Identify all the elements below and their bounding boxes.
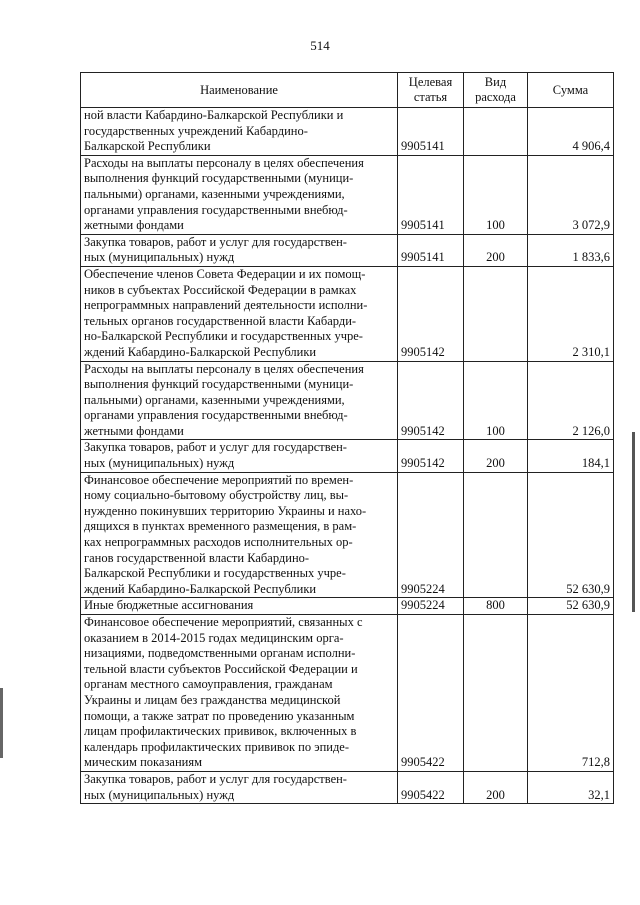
table-row — [81, 361, 614, 440]
cell-target-article: 9905141 — [398, 155, 464, 234]
cell-target-article: 9905422 — [398, 771, 464, 803]
cell-sum: 712,8 — [528, 615, 614, 772]
header-expense-type: Вид расхода — [464, 73, 528, 108]
cell-name: ной власти Кабардино-Балкарской Республики и государственных учреждений Кабардино- Балкарской Республики — [81, 108, 398, 156]
cell-target-article: 9905224 — [398, 598, 464, 615]
cell-sum: 2 310,1 — [528, 266, 614, 361]
cell-name: Расходы на выплаты персоналу в целях обеспечения выполнения функций государственными (муници- пальными) органами, казенными учреждениями, органами управления государственными внебюд- жетными фондами — [81, 361, 398, 440]
cell-sum: 3 072,9 — [528, 155, 614, 234]
cell-sum: 32,1 — [528, 771, 614, 803]
cell-expense-type — [464, 615, 528, 772]
cell-sum: 1 833,6 — [528, 234, 614, 266]
table-row — [81, 472, 614, 598]
cell-expense-type: 200 — [464, 234, 528, 266]
cell-sum: 52 630,9 — [528, 598, 614, 615]
table-row — [81, 234, 614, 266]
cell-target-article: 9905142 — [398, 266, 464, 361]
table-header — [81, 73, 614, 108]
cell-expense-type: 100 — [464, 155, 528, 234]
cell-expense-type: 200 — [464, 771, 528, 803]
cell-expense-type — [464, 108, 528, 156]
cell-target-article: 9905142 — [398, 361, 464, 440]
page-number: 514 — [310, 38, 330, 53]
cell-target-article: 9905141 — [398, 108, 464, 156]
header-target-article: Целевая статья — [398, 73, 464, 108]
cell-expense-type — [464, 472, 528, 598]
cell-sum: 184,1 — [528, 440, 614, 472]
cell-name: Финансовое обеспечение мероприятий, связанных с оказанием в 2014-2015 годах медицинским орга- низациями, подведомственными органам исполни- тельной власти субъектов Российской Федерации и органам местного самоуправления, гражданам Украины и лицам без гражданства медицинской помощи, а также затрат по проведению указанным лицам профилактических прививок, включенных в календарь профилактических прививок по эпиде- мическим показаниям — [81, 615, 398, 772]
cell-sum: 4 906,4 — [528, 108, 614, 156]
cell-sum: 2 126,0 — [528, 361, 614, 440]
cell-expense-type: 100 — [464, 361, 528, 440]
header-sum: Сумма — [528, 73, 614, 108]
scan-edge-mark-left — [0, 688, 3, 758]
cell-expense-type — [464, 266, 528, 361]
table-body — [81, 108, 614, 804]
cell-expense-type: 800 — [464, 598, 528, 615]
cell-name: Закупка товаров, работ и услуг для государствен- ных (муниципальных) нужд — [81, 771, 398, 803]
cell-name: Иные бюджетные ассигнования — [81, 598, 398, 615]
table-row — [81, 615, 614, 772]
cell-expense-type: 200 — [464, 440, 528, 472]
cell-name: Обеспечение членов Совета Федерации и их помощ- ников в субъектах Российской Федерации в рамках непрограммных направлений деятельности исполни- тельных органов государственной власти Кабарди- но-Балкарской Республики и государственных учре- ждений Кабардино-Балкарской Республики — [81, 266, 398, 361]
cell-name: Расходы на выплаты персоналу в целях обеспечения выполнения функций государственными (муници- пальными) органами, казенными учреждениями, органами управления государственными внебюд- жетными фондами — [81, 155, 398, 234]
cell-target-article: 9905141 — [398, 234, 464, 266]
cell-name: Закупка товаров, работ и услуг для государствен- ных (муниципальных) нужд — [81, 234, 398, 266]
table-row — [81, 108, 614, 156]
table-row — [81, 771, 614, 803]
table-row — [81, 266, 614, 361]
scan-edge-mark — [632, 432, 635, 612]
cell-target-article: 9905224 — [398, 472, 464, 598]
cell-name: Финансовое обеспечение мероприятий по времен- ному социально-бытовому обустройству лиц, вы- нужденно покинувших территорию Украины и нахо- дящихся в пунктах временного размещения, в рам- ках непрограммных расходов исполнительных ор- ганов государственной власти Кабардино- Балкарской Республики и государственных учре- ждений Кабардино-Балкарской Республики — [81, 472, 398, 598]
header-name: Наименование — [81, 73, 398, 108]
table-row — [81, 155, 614, 234]
header-row — [81, 73, 614, 108]
table-row — [81, 440, 614, 472]
cell-target-article: 9905142 — [398, 440, 464, 472]
budget-table — [80, 72, 614, 804]
table-row — [81, 598, 614, 615]
cell-target-article: 9905422 — [398, 615, 464, 772]
cell-name: Закупка товаров, работ и услуг для государствен- ных (муниципальных) нужд — [81, 440, 398, 472]
cell-sum: 52 630,9 — [528, 472, 614, 598]
